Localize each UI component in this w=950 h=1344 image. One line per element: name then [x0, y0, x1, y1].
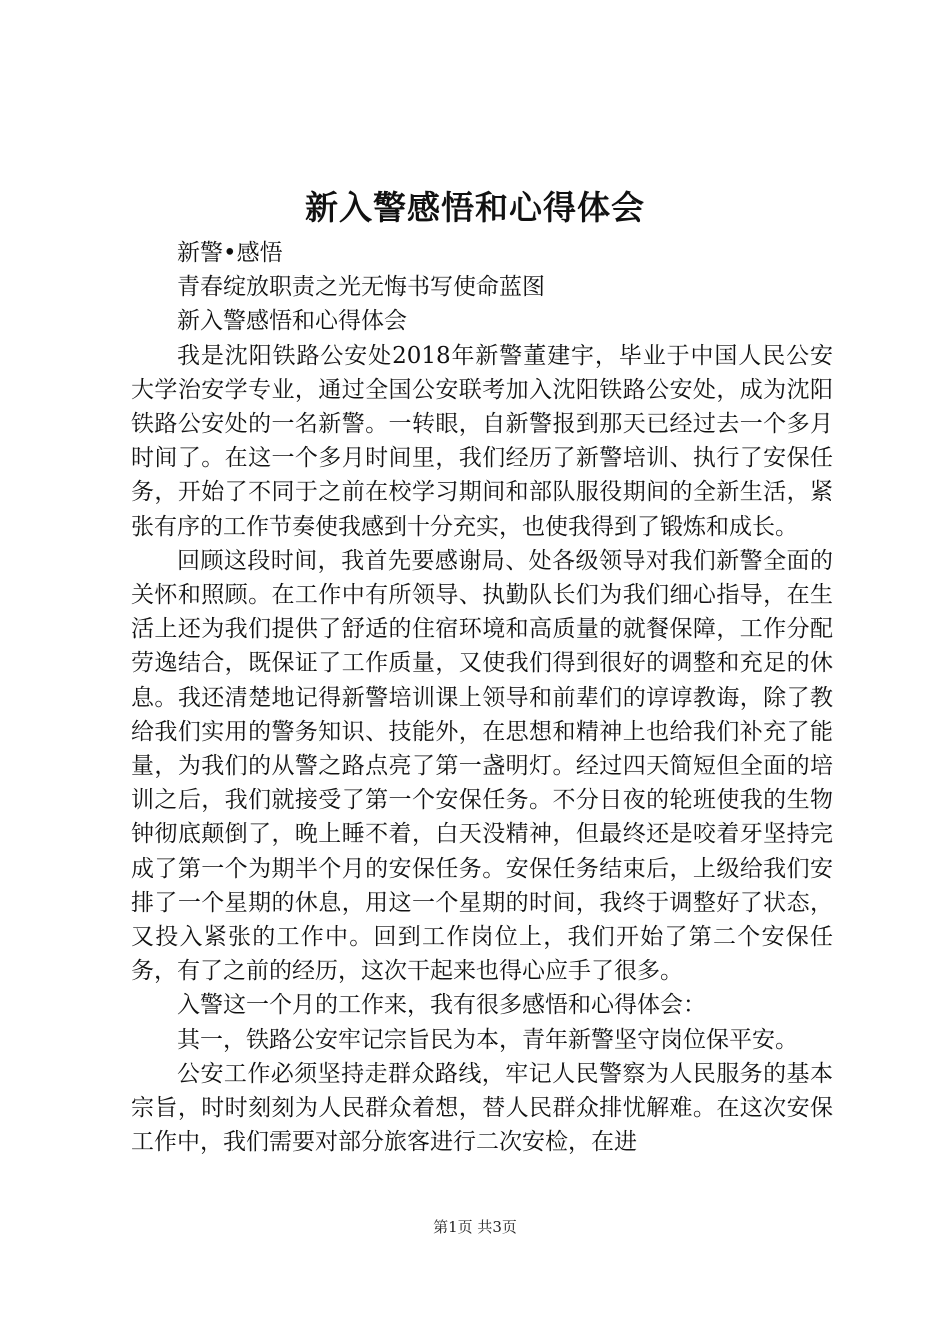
page-number-footer: 第1页 共3页: [433, 1218, 517, 1236]
paragraph: 其一，铁路公安牢记宗旨民为本，青年新警坚守岗位保平安。: [177, 1026, 798, 1053]
paragraph: 我是沈阳铁路公安处2018年新警董建宇，毕业于中国人民公安大学治安学专业，通过全国公安联考加入沈阳铁路公安处，成为沈阳铁路公安处的一名新警。一转眼，自新警报到那天已经过去一个多月时间了。在这一个多月时间里，我们经历了新警培训、执行了安保任务，开始了不同于之前在校学习期间和部队服役期间的全新生活，紧张有序的工作节奏使我感到十分充实，也使我得到了锻炼和成长。: [131, 342, 833, 540]
paragraph: 回顾这段时间，我首先要感谢局、处各级领导对我们新警全面的关怀和照顾。在工作中有所领导、执勤队长们为我们细心指导，在生活上还为我们提供了舒适的住宿环境和高质量的就餐保障，工作分配劳逸结合，既保证了工作质量，又使我们得到很好的调整和充足的休息。我还清楚地记得新警培训课上领导和前辈们的谆谆教诲，除了教给我们实用的警务知识、技能外，在思想和精神上也给我们补充了能量，为我们的从警之路点亮了第一盏明灯。经过四天简短但全面的培训之后，我们就接受了第一个安保任务。不分日夜的轮班使我的生物钟彻底颠倒了，晚上睡不着，白天没精神，但最终还是咬着牙坚持完成了第一个为期半个月的安保任务。安保任务结束后，上级给我们安排了一个星期的休息，用这一个星期的时间，我终于调整好了状态，又投入紧张的工作中。回到工作岗位上，我们开始了第二个安保任务，有了之前的经历，这次干起来也得心应手了很多。: [131, 547, 833, 985]
paragraph: 青春绽放职责之光无悔书写使命蓝图: [177, 274, 545, 301]
paragraph: 入警这一个月的工作来，我有很多感悟和心得体会：: [177, 992, 706, 1019]
paragraph: 新入警感悟和心得体会: [177, 308, 407, 335]
document-title: 新入警感悟和心得体会: [305, 188, 645, 227]
paragraph: 公安工作必须坚持走群众路线，牢记人民警察为人民服务的基本宗旨，时时刻刻为人民群众着想，替人民群众排忧解难。在这次安保工作中，我们需要对部分旅客进行二次安检，在进: [131, 1060, 833, 1156]
document-body: [131, 236, 833, 1159]
paragraph: 新警•感悟: [177, 240, 283, 266]
